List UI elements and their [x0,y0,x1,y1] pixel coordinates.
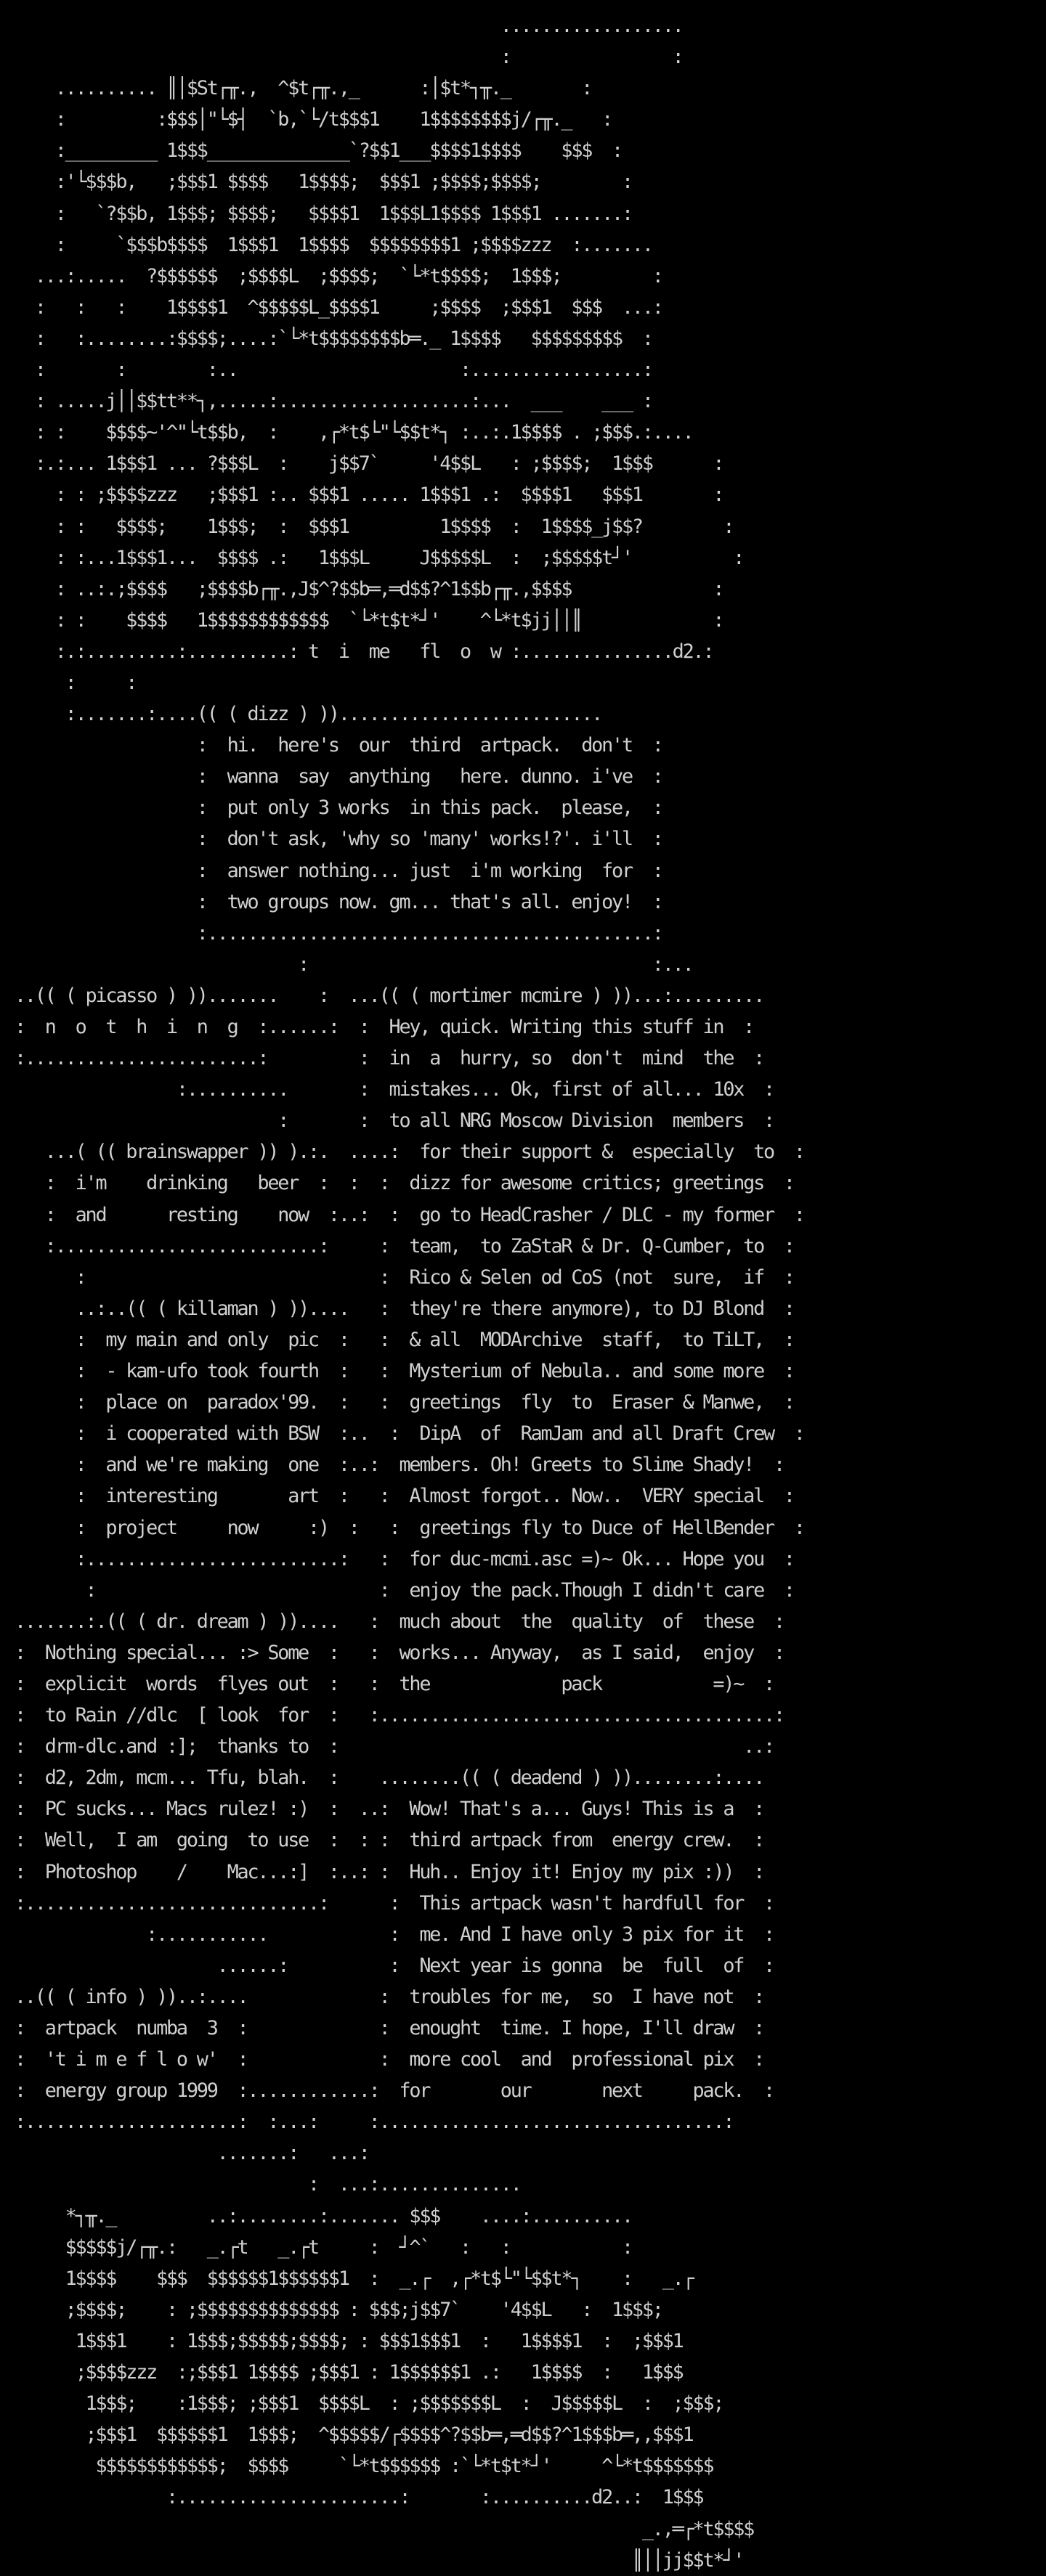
ansi-line: : : ;$$$$zzz ;$$$1 :.. $$$1 ..... 1$$$1 .: $$$$1 $$$1 : [15,484,723,507]
ansi-line: .......:.(( ( dr. dream ) )).... : much about the quality of these : [15,1610,784,1633]
ansi-line: : ...:.............. [15,2173,521,2196]
ansi-line: ...( (( brainswapper )) ).:. ....: for their support & especially to : [15,1141,804,1164]
ansi-line: : put only 3 works in this pack. please, : [15,796,662,820]
ansi-line: :..........................: : team, to ZaStaR & Dr. Q-Cumber, to : [15,1234,794,1258]
ansi-line: : : $$$$ 1$$$$$$$$$$$$ `└*t$t*┘' ^└*t$jj││║ : [15,608,723,632]
ansi-line: :.....................: :...: :..................................: [15,2111,734,2134]
ansi-line: : : :.. :.................: [15,359,652,382]
ansi-line: : and we're making one :..: members. Oh! Greets to Slime Shady! : [15,1454,784,1477]
ansi-line: : wanna say anything here. dunno. i've : [15,765,662,788]
ansi-line: ...:..... ?$$$$$$ ;$$$$L ;$$$$; `└*t$$$$; 1$$$; : [15,264,662,288]
ansi-line: $$$$$j/┌╥.: _.┌t _.┌t : ┘^` : : : [15,2235,632,2259]
ansi-line: _.,═┌*t$$$$ [15,2517,754,2540]
ansi-line: :.......:....(( ( dizz ) )).......................... [15,703,602,726]
ansi-line: :.......................: : in a hurry, so don't mind the : [15,1047,764,1070]
ansi-line: :......................: :..........d2..: 1$$$ [15,2486,703,2509]
ansi-line: .................. [15,15,683,37]
ansi-line: :.........................: : for duc-mcmi.asc =)~ Ok... Hope you : [15,1547,794,1570]
ansi-line: : :... [15,953,693,976]
ansi-line: : PC sucks... Macs rulez! :) : ..: Wow! That's a... Guys! This is a : [15,1798,764,1821]
ansi-line: : : [15,671,137,694]
ansi-line: : artpack numba 3 : : enought time. I hope, I'll draw : [15,2017,764,2039]
ansi-line: ║││jj$$t*┘' [15,2548,744,2572]
ansi-line: :.:.........:..........: t i me fl o w :...............d2.: [15,640,713,663]
ansi-line: 1$$$1 : 1$$$;$$$$$;$$$$; : $$$1$$$1 : 1$$$$1 : ;$$$1 [15,2329,683,2352]
ansi-line: : :........:$$$$;....:`└*t$$$$$$$$b═._ 1$$$$ $$$$$$$$$ : [15,327,652,350]
ansi-line: : Photoshop / Mac...:] :..: : Huh.. Enjoy it! Enjoy my pix :)) : [15,1860,764,1883]
ansi-line: ;$$$$zzz :;$$$1 1$$$$ ;$$$1 : 1$$$$$$1 .: 1$$$$ : 1$$$ [15,2361,683,2384]
ansi-line: ..:..(( ( killaman ) )).... : they're there anymore), to DJ Blond : [15,1297,794,1320]
ansi-line: : `$$$b$$$$ 1$$$1 1$$$$ $$$$$$$$1 ;$$$$zzz :....... [15,233,652,256]
ansi-line: :_________ 1$$$______________`?$$1___$$$$1$$$$ $$$ : [15,139,622,163]
ansi-line: :.......... : mistakes... Ok, first of all... 10x : [15,1078,774,1101]
ansi-line: : : $$$$~'^"└t$$b, : ,┌*t$└"└$$t*┐ :..:.1$$$$ . ;$$$.:.... [15,421,693,444]
ansi-line: : : Rico & Selen od CoS (not sure, if : [15,1265,794,1289]
ansi-line: : n o t h i n g :......: : Hey, quick. Writing this stuff in : [15,1016,754,1038]
ansi-line: ;$$$1 $$$$$$1 1$$$; ^$$$$$/┌$$$$^?$$b═,═d$$?^1$$$b═,,$$$1 [15,2424,693,2447]
ansi-line: : i'm drinking beer : : : dizz for awesome critics; greetings : [15,1172,794,1195]
ansi-line: .......: ...: [15,2142,369,2165]
ansi-line: : energy group 1999 :............: for our next pack. : [15,2079,774,2103]
ansi-line: : to Rain //dlc [ look for : :.......................................: [15,1704,784,1727]
ansi-line: *┐╥._ ..:........:....... $$$ ....:.......... [15,2204,632,2227]
ansi-line: : hi. here's our third artpack. don't : [15,734,662,757]
ansi-line: : d2, 2dm, mcm... Tfu, blah. : ........(( ( deadend ) ))........:.... [15,1766,764,1790]
ansi-line: : : to all NRG Moscow Division members : [15,1109,774,1133]
ansi-artpack-text [15,10,804,2576]
ansi-line: : two groups now. gm... that's all. enjoy! : [15,890,662,913]
ansi-line: :............................................: [15,921,662,945]
ansi-line: : :...1$$$1... $$$$ .: 1$$$L J$$$$$L : ;$$$$$t┘' : [15,546,744,569]
ansi-line: : interesting art : : Almost forgot.. Now.. VERY special : [15,1485,794,1508]
ansi-line: : ..:.;$$$$ ;$$$$b┌╥.,J$^?$$b═,═d$$?^1$$b┌╥.,$$$$ : [15,577,723,600]
ansi-line: : : [15,46,683,69]
ansi-line: : project now :) : : greetings fly to Duce of HellBender : [15,1516,804,1539]
ansi-line: :.:... 1$$$1 ... ?$$$L : j$$7` '4$$L : ;$$$$; 1$$$ : [15,452,723,476]
ansi-line: :'└$$$b, ;$$$1 $$$$ 1$$$$; $$$1 ;$$$$;$$$$; : [15,171,632,194]
ansi-line: 1$$$$ $$$ $$$$$$1$$$$$$1 : _.┌ ,┌*t$└"└$$t*┐ : _.┌ [15,2267,693,2290]
ansi-line: ..(( ( picasso ) ))....... : ...(( ( mortimer mcmire ) ))...:......... [15,984,764,1007]
ansi-line: : - kam-ufo took fourth : : Mysterium of Nebula.. and some more : [15,1360,794,1383]
ansi-line: : place on paradox'99. : : greetings fly to Eraser & Manwe, : [15,1391,794,1414]
ansi-line: : answer nothing... just i'm working for : [15,859,662,882]
ansi-line: : : $$$$; 1$$$; : $$$1 1$$$$ : 1$$$$_j$$? : [15,515,734,538]
ansi-line: :.............................: : This artpack wasn't hardfull for : [15,1891,774,1915]
ansi-line: 1$$$; :1$$$; ;$$$1 $$$$L : ;$$$$$$$L : J$$$$$L : ;$$$; [15,2392,723,2416]
ansi-line: : `?$$b, 1$$$; $$$$; $$$$1 1$$$L1$$$$ 1$$$1 .......: [15,202,632,225]
ansi-line: : Well, I am going to use : : : third artpack from energy crew. : [15,1829,764,1852]
ansi-line: : :$$$│"└$┤ `b,`└/t$$$1 1$$$$$$$$j/┌╥._ : [15,108,612,131]
ansi-line: : Nothing special... :> Some : : works... Anyway, as I said, enjoy : [15,1641,784,1664]
ansi-line: : my main and only pic : : & all MODArchive staff, to TiLT, : [15,1328,794,1351]
ansi-line: : .....j││$$tt**┐,.....:...................:... ___ ___ : [15,390,652,413]
ansi-line: : : : 1$$$$1 ^$$$$$L_$$$$1 ;$$$$ ;$$$1 $$$ ...: [15,295,662,319]
ansi-line: : i cooperated with BSW :.. : DipA of RamJam and all Draft Crew : [15,1422,804,1446]
ansi-line: ;$$$$; : ;$$$$$$$$$$$$$$ : $$$;j$$7` '4$$L : 1$$$; [15,2298,662,2321]
ansi-line: : don't ask, 'why so 'many' works!?'. i'll : [15,828,662,851]
ansi-line: : and resting now :..: : go to HeadCrasher / DLC - my former : [15,1203,804,1226]
ansi-line: $$$$$$$$$$$$; $$$$ `└*t$$$$$$ :`└*t$t*┘' ^└*t$$$$$$$ [15,2455,713,2478]
ansi-line: : explicit words flyes out : : the pack =)~ : [15,1672,774,1695]
ansi-line: ......: : Next year is gonna be full of : [15,1954,774,1977]
ansi-line: ..(( ( info ) ))..:.... : troubles for me, so I have not : [15,1985,764,2008]
ansi-line: .......... ║│$St┌╥., ^$t┌╥.,_ :│$t*┐╥._ : [15,77,592,100]
ansi-line: : : enjoy the pack.Though I didn't care : [15,1578,794,1602]
ansi-line: :........... : me. And I have only 3 pix for it : [15,1923,774,1946]
ansi-line: : 't i m e f l o w' : : more cool and professional pix : [15,2048,764,2071]
ansi-line: : drm-dlc.and :]; thanks to : ..: [15,1735,774,1758]
